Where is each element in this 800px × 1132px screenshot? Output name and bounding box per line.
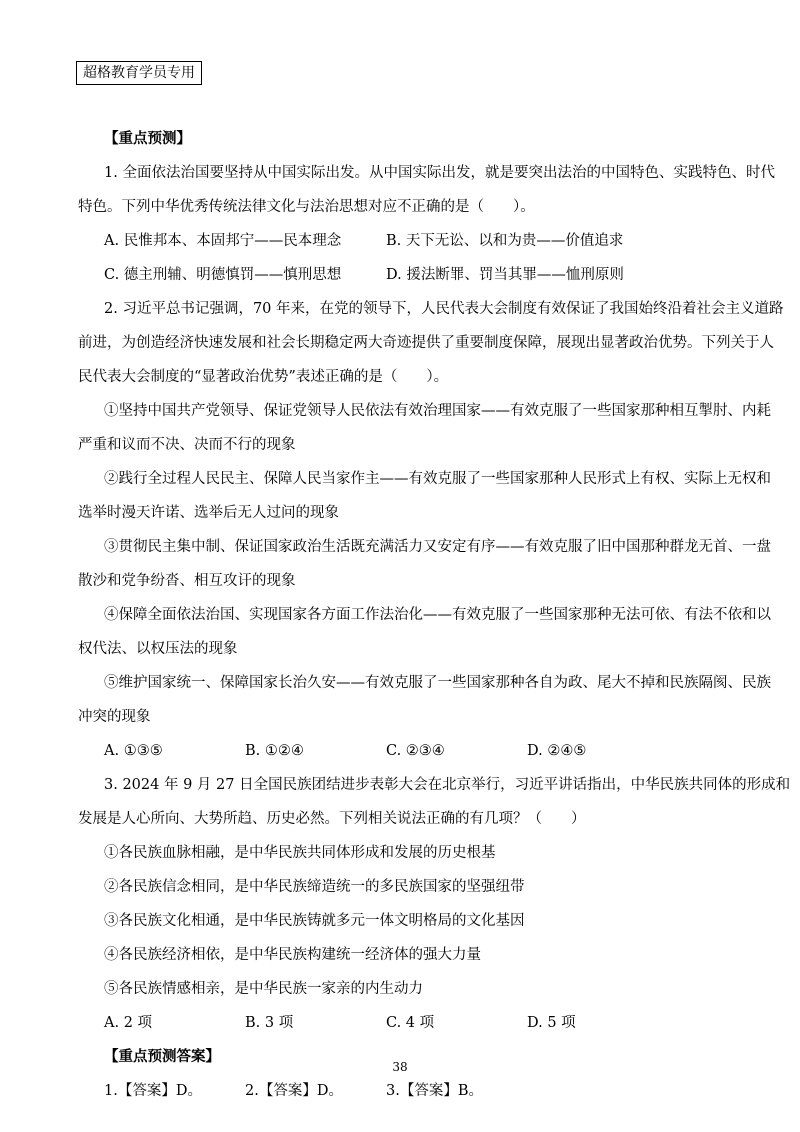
answers-row	[104, 1074, 724, 1108]
question-2-item-1-line-2: 严重和议而不决、决而不行的现象	[78, 437, 296, 453]
question-3	[78, 768, 791, 1040]
answer-1: 1.【答案】D。	[104, 1083, 202, 1099]
question-3-item-4: ④各民族经济相依，是中华民族构建统一经济体的强大力量	[104, 947, 481, 963]
question-2-stem-line-1: 2. 习近平总书记强调，70 年来，在党的领导下，人民代表大会制度有效保证了我国始终沿着社会主义道路	[104, 301, 784, 317]
question-2-item-5-line-2: 冲突的现象	[78, 709, 151, 725]
question-1-stem-line-1: 1. 全面依法治国要坚持从中国实际出发。从中国实际出发，就是要突出法治的中国特色、实践特色、时代	[104, 165, 775, 181]
question-2-item-3-line-2: 散沙和党争纷沓、相互攻讦的现象	[78, 573, 296, 589]
question-2	[78, 292, 784, 768]
section-title: 【重点预测】	[104, 130, 191, 147]
question-2-options-row	[104, 734, 724, 768]
question-2-item-4-line-2: 权代法、以权压法的现象	[78, 641, 238, 657]
question-2-item-5-line-1: ⑤维护国家统一、保障国家长治久安——有效克服了一些国家那种各自为政、尾大不掉和民族隔阂、民族	[104, 675, 771, 691]
question-3-item-3: ③各民族文化相通，是中华民族铸就多元一体文明格局的文化基因	[104, 913, 525, 929]
question-2-option-d: D. ②④⑤	[527, 743, 587, 759]
page-number: 38	[392, 1060, 408, 1074]
question-3-option-a: A. 2 项	[104, 1015, 153, 1031]
header-stamp: 超格教育学员专用	[76, 61, 202, 85]
question-2-item-1-line-1: ①坚持中国共产党领导、保证党领导人民依法有效治理国家——有效克服了一些国家那种相互掣肘、内耗	[104, 403, 771, 419]
answer-2: 2.【答案】D。	[245, 1083, 343, 1099]
question-2-stem-line-2: 前进，为创造经济快速发展和社会长期稳定两大奇迹提供了重要制度保障，展现出显著政治优势。下列关于人	[78, 335, 774, 351]
question-1-stem-line-2: 特色。下列中华优秀传统法律文化与法治思想对应不正确的是（ ）。	[78, 199, 535, 215]
question-3-item-1: ①各民族血脉相融，是中华民族共同体形成和发展的历史根基	[104, 845, 496, 861]
question-3-option-c: C. 4 项	[386, 1015, 435, 1031]
question-2-item-4-line-1: ④保障全面依法治国、实现国家各方面工作法治化——有效克服了一些国家那种无法可依、有法不依和以	[104, 607, 771, 623]
question-2-item-3-line-1: ③贯彻民主集中制、保证国家政治生活既充满活力又安定有序——有效克服了旧中国那种群龙无首、一盘	[104, 539, 771, 555]
document-body	[78, 122, 791, 1108]
question-2-option-c: C. ②③④	[386, 743, 445, 759]
question-1-option-a: A. 民惟邦本、本固邦宁——民本理念	[104, 233, 342, 249]
question-2-option-b: B. ①②④	[245, 743, 304, 759]
question-1-options-row-2	[104, 258, 724, 292]
answer-3: 3.【答案】B。	[386, 1083, 483, 1099]
question-3-item-5: ⑤各民族情感相亲，是中华民族一家亲的内生动力	[104, 981, 423, 997]
question-3-stem-line-1: 3. 2024 年 9 月 27 日全国民族团结进步表彰大会在北京举行，习近平讲话指出，中华民族共同体的形成和	[104, 777, 791, 793]
question-3-option-b: B. 3 项	[245, 1015, 294, 1031]
question-1-option-b: B. 天下无讼、以和为贵——价值追求	[386, 233, 624, 249]
question-3-option-d: D. 5 项	[527, 1015, 576, 1031]
question-3-options-row	[104, 1006, 724, 1040]
question-1-options-row-1	[104, 224, 724, 258]
question-3-item-2: ②各民族信念相同，是中华民族缔造统一的多民族国家的坚强纽带	[104, 879, 525, 895]
question-1	[78, 156, 775, 292]
question-3-stem-line-2: 发展是人心所向、大势所趋、历史必然。下列相关说法正确的有几项？（ ）	[78, 811, 586, 827]
question-2-item-2-line-2: 选举时漫天许诺、选举后无人过问的现象	[78, 505, 339, 521]
answers-title: 【重点预测答案】	[104, 1048, 220, 1065]
question-2-item-2-line-1: ②践行全过程人民民主、保障人民当家作主——有效克服了一些国家那种人民形式上有权、实际上无权和	[104, 471, 771, 487]
question-1-option-c: C. 德主刑辅、明德慎罚——慎刑思想	[104, 267, 342, 283]
question-2-option-a: A. ①③⑤	[104, 743, 163, 759]
question-2-stem-line-3: 民代表大会制度的“显著政治优势”表述正确的是（ ）。	[78, 369, 449, 385]
question-1-option-d: D. 援法断罪、罚当其罪——恤刑原则	[386, 267, 624, 283]
